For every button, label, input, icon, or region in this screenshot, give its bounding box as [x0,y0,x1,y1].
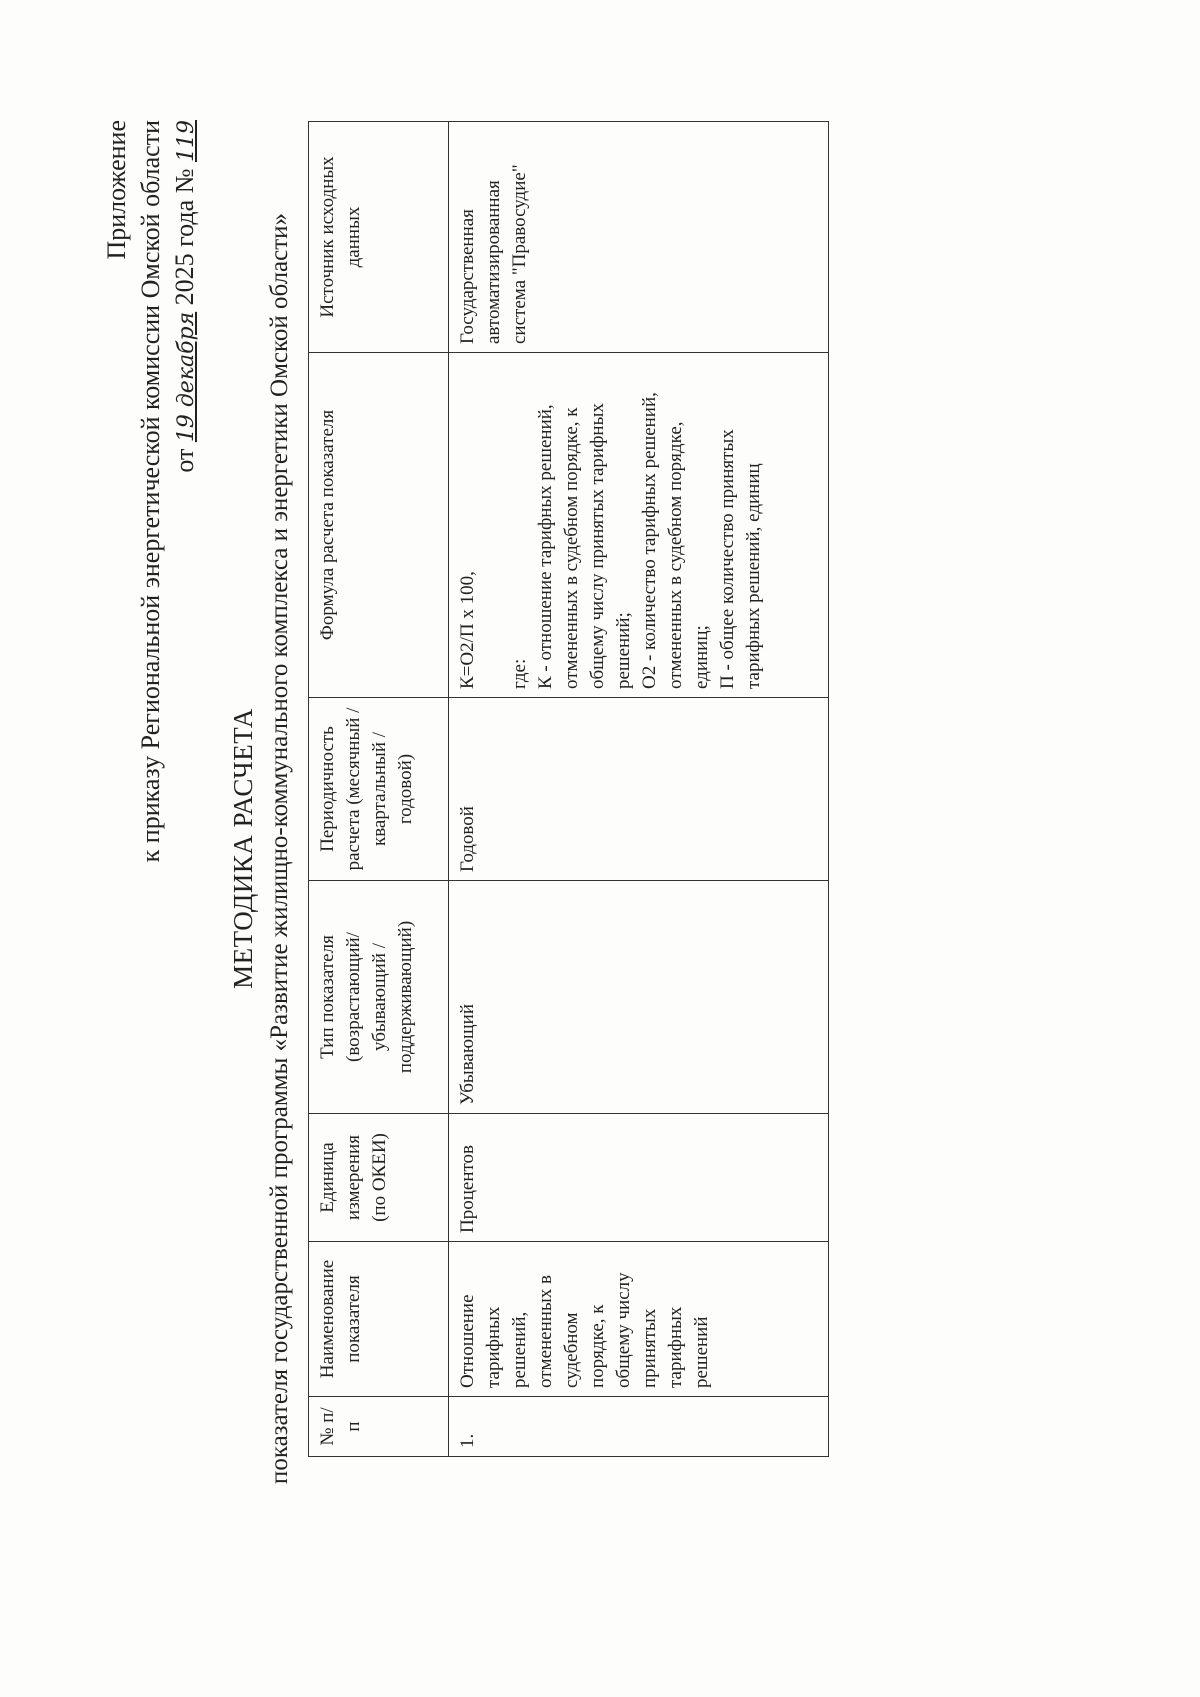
header-date-line: от 19 декабря 2025 года № 119 [170,120,199,473]
cell-type: Убывающий [449,881,829,1114]
formula-where: где: [509,658,530,689]
col-header-num: № п/п [309,1397,449,1457]
table-header-row [309,122,449,1457]
cell-unit: Процентов [449,1114,829,1242]
handwritten-number: 119 [174,120,199,162]
col-header-source: Источник исходных данных [309,122,449,353]
header-appendix: Приложение [102,120,131,260]
col-header-formula: Формула расчета показателя [309,353,449,698]
formula-k: К - отношение тарифных решений, отмененных в судебном порядке, к общему числу принятых тарифных решений; [535,403,634,689]
cell-period: Годовой [449,698,829,881]
cell-num: 1. [449,1397,829,1457]
page-title: МЕТОДИКА РАСЧЕТА [228,708,258,989]
cell-name: Отношение тарифных решений, отмененных в судебном порядке, к общему числу принятых тарифных решений [449,1242,829,1397]
methodology-table [308,121,829,1457]
page-subtitle: показателя государственной программы «Развитие жилищно-коммунального комплекса и энергетики Омской области» [266,212,293,1485]
header-block [100,120,204,1020]
formula-main: К=О2/П х 100, [457,571,478,689]
header-order: к приказу Региональной энергетической комиссии Омской области [136,120,165,863]
formula-p: П - общее количество принятых тарифных решений, единиц [717,429,764,689]
col-header-period: Периодичность расчета (месячный / квартальный / годовой) [309,698,449,881]
col-header-unit: Единица измерения (по ОКЕИ) [309,1114,449,1242]
col-header-name: Наименование показателя [309,1242,449,1397]
handwritten-date: 19 декабря [174,311,199,443]
col-header-type: Тип показателя (возрастающий/ убывающий / поддерживающий) [309,881,449,1114]
cell-formula [449,353,829,698]
formula-o2: О2 - количество тарифных решений, отмененных в судебном порядке, единиц; [639,392,712,689]
cell-source: Государственная автоматизированная система "Правосудие" [449,122,829,353]
table-row [449,122,829,1457]
